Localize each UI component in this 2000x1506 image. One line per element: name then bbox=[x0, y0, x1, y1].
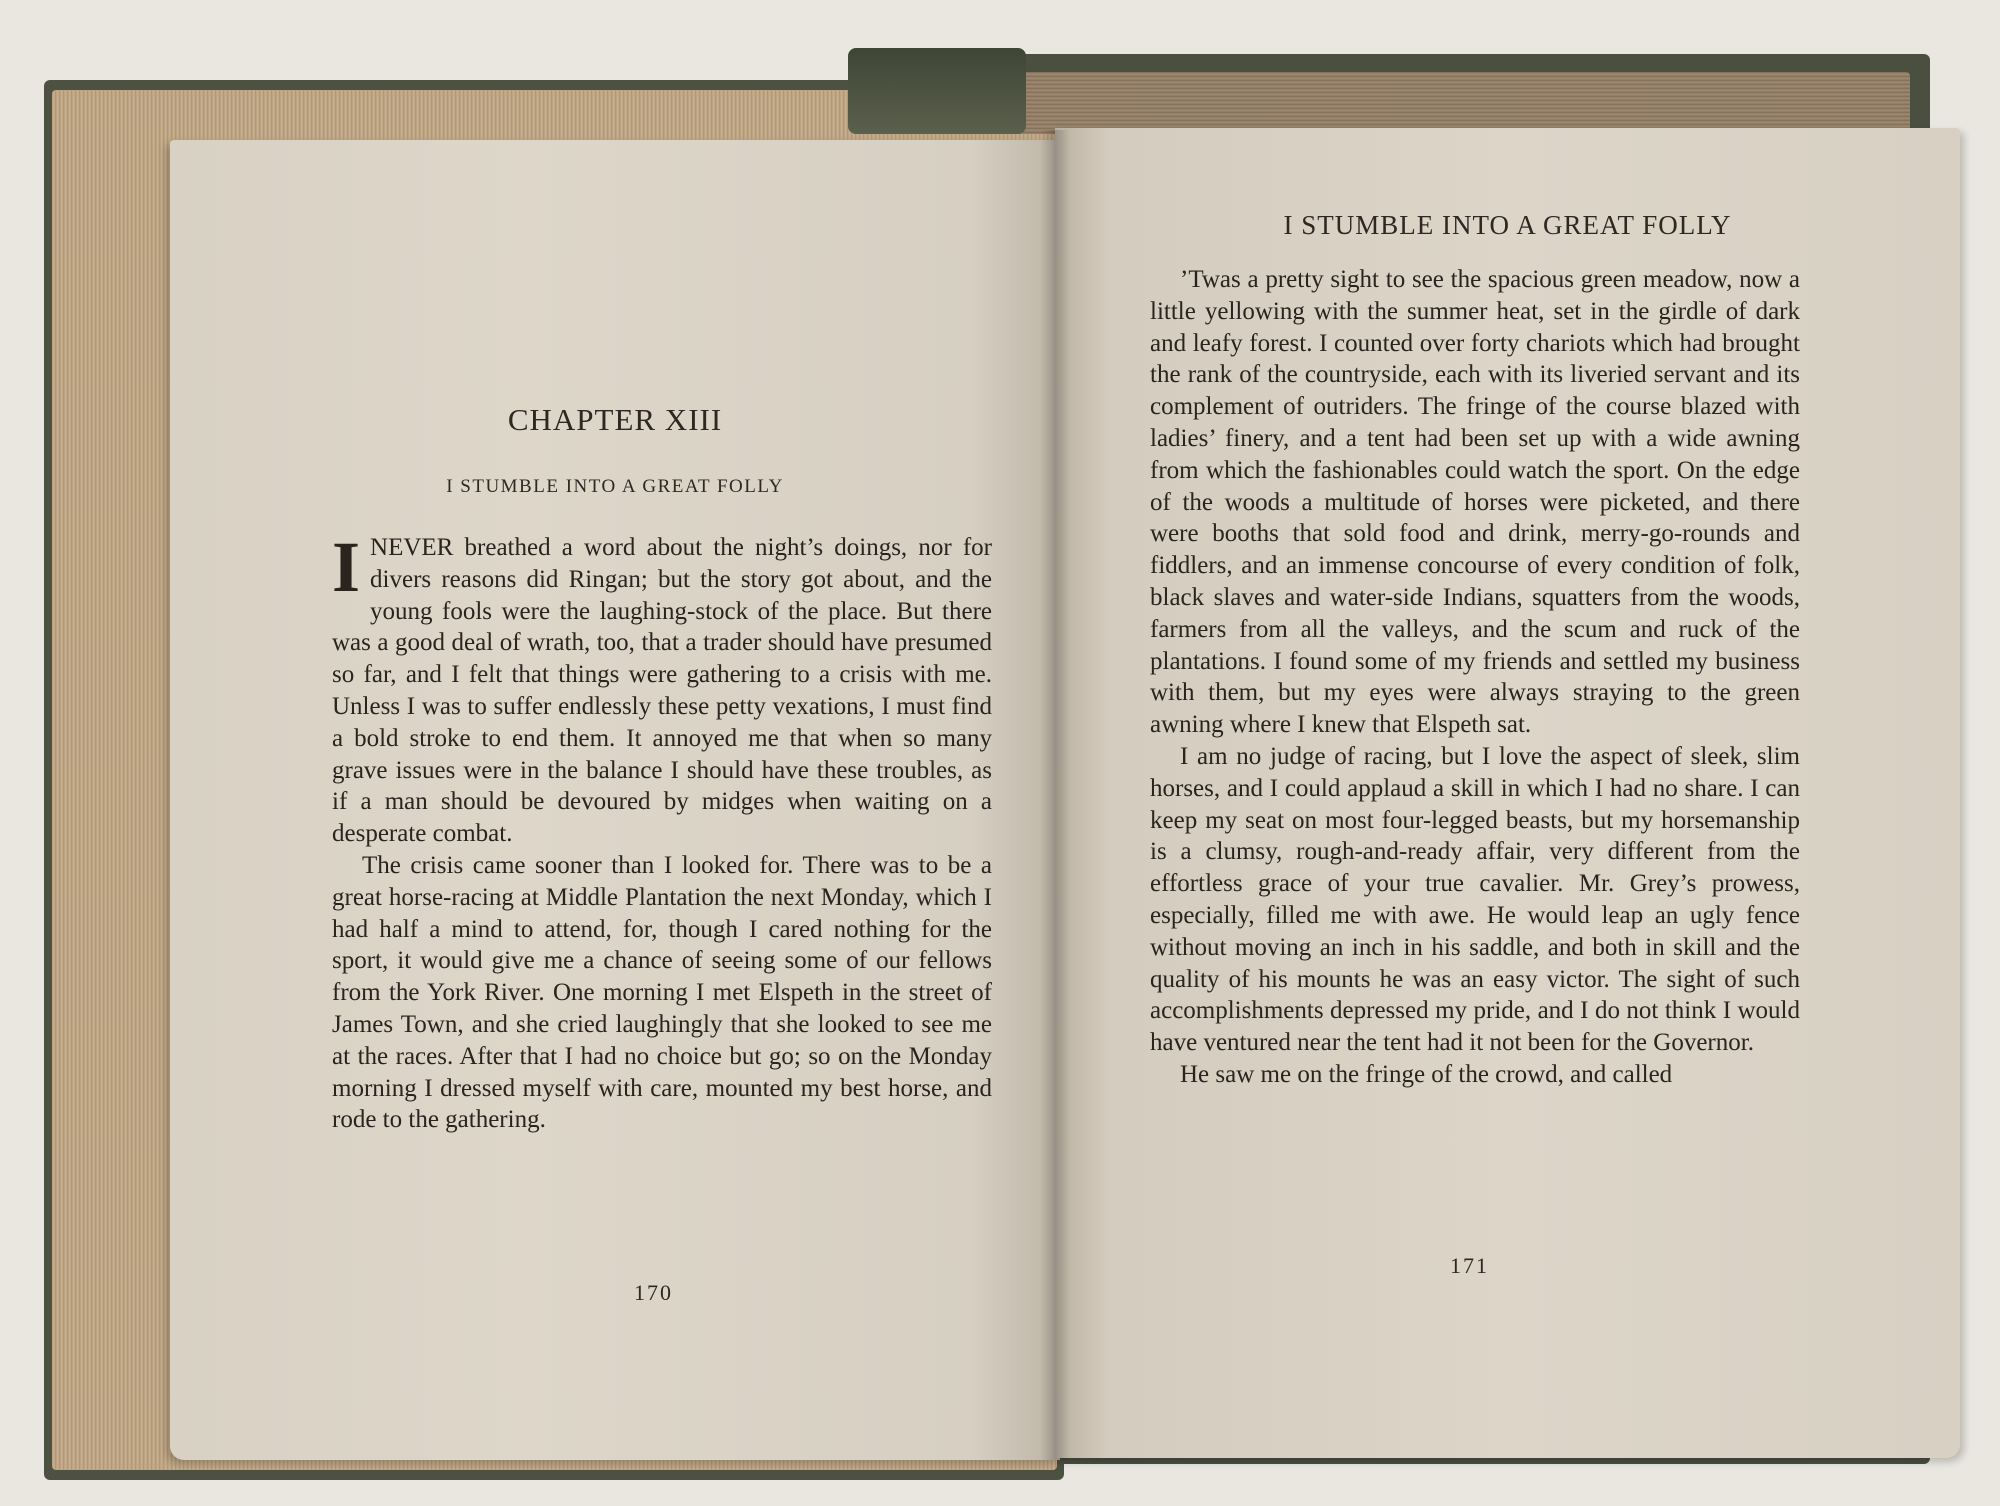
page-number-right: 171 bbox=[1450, 1253, 1489, 1278]
page-number-left: 170 bbox=[634, 1280, 673, 1305]
paragraph: I am no judge of racing, but I love the aspect of sleek, slim horses, and I could applaud a skill in which I had no share. I can keep my seat on most four-legged beasts, but my horsemanship is a clumsy, rough-and-ready affair, very different from the effortless grace of your true cavalier. Mr. Grey’s prowess, especially, filled me with awe. He would leap an ugly fence without moving an inch in his saddle, and both in skill and the quality of his mounts he was an easy victor. The sight of such accomplishments depressed my pride, and I do not think I would have ventured near the tent had it not been for the Governor. bbox=[1150, 742, 1800, 1057]
right-page-body bbox=[1150, 264, 1800, 1091]
chapter-title: CHAPTER XIII bbox=[507, 402, 723, 437]
right-page bbox=[1055, 128, 1960, 1458]
paragraph: ’Twas a pretty sight to see the spacious green meadow, now a little yellowing with the summer heat, set in the girdle of dark and leafy forest. I counted over forty chariots which had brought the rank of the countryside, each with its liveried servant and its complement of outriders. The fringe of the course blazed with ladies’ finery, and a tent had been set up with a wide awning from which the fashionables could watch the sport. On the edge of the woods a multitude of horses were picketed, and there were booths that sold food and drink, merry-go-rounds and fiddlers, and an immense concourse of every condition of folk, black slaves and water-side Indians, squatters from the woods, farmers from all the valleys, and the scum and ruck of the plantations. I found some of my friends and settled my business with them, but my eyes were always straying to the green awning where I knew that Elspeth sat. bbox=[1150, 266, 1800, 739]
paragraph bbox=[332, 527, 992, 850]
paragraph: He saw me on the fringe of the crowd, and called bbox=[1180, 1060, 1673, 1088]
gutter-shadow bbox=[1040, 130, 1070, 1460]
drop-cap: I bbox=[332, 527, 361, 607]
book-spine bbox=[848, 48, 1026, 134]
paragraph-text: NEVER breathed a word about the night’s doings, nor for divers reasons did Ringan; but the story got about, and the young fools were the laughing-stock of the place. But there was a good deal of wrath, too, that a trader should have presumed so far, and I felt that things were gathering to a crisis with me. Unless I was to suffer endlessly these petty vexations, I must find a bold stroke to end them. It annoyed me that when so many grave issues were in the balance I should have these troubles, as if a man should be devoured by midges when waiting on a desperate combat. bbox=[332, 534, 992, 848]
running-head: I STUMBLE INTO A GREAT FOLLY bbox=[1283, 210, 1732, 240]
page-edges-top bbox=[1010, 72, 1910, 134]
chapter-subtitle: I STUMBLE INTO A GREAT FOLLY bbox=[446, 476, 784, 497]
paragraph: The crisis came sooner than I looked for. There was to be a great horse-racing at Middle Plantation the next Monday, which I had half a mind to attend, for, though I cared nothing for the sport, it would give me a chance of seeing some of our fellows from the York River. One morning I met Elspeth in the street of James Town, and she cried laughingly that she looked to see me at the races. After that I had no choice but go; so on the Monday morning I dressed myself with care, mounted my best horse, and rode to the gathering. bbox=[332, 851, 992, 1134]
left-page-body bbox=[332, 527, 992, 1136]
left-page bbox=[170, 140, 1060, 1460]
